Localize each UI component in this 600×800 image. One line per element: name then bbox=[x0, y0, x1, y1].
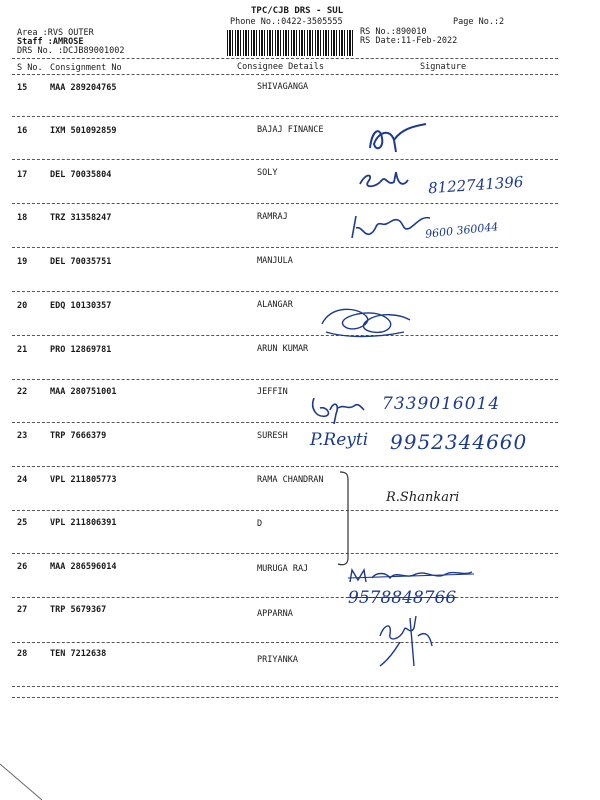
row-consignment: DEL 70035804 bbox=[50, 170, 112, 180]
row-consignee: SURESH bbox=[257, 431, 288, 441]
signature-row-17 bbox=[356, 168, 416, 192]
row-divider bbox=[12, 466, 558, 467]
footer-divider bbox=[12, 697, 558, 698]
row-divider bbox=[12, 335, 558, 336]
row-sno: 19 bbox=[17, 257, 28, 267]
row-sno: 15 bbox=[17, 83, 28, 93]
row-consignment: VPL 211805773 bbox=[50, 475, 117, 485]
row-sno: 21 bbox=[17, 345, 28, 355]
row-divider bbox=[12, 510, 558, 511]
row-consignee: JEFFIN bbox=[257, 387, 288, 397]
row-consignment: TEN 7212638 bbox=[50, 649, 107, 659]
rs-date: RS Date:11-Feb-2022 bbox=[360, 36, 458, 46]
row-consignment: IXM 501092859 bbox=[50, 126, 117, 136]
row-consignee: ALANGAR bbox=[257, 300, 293, 310]
document-title: TPC/CJB DRS - SUL bbox=[251, 6, 344, 16]
row-consignee: ARUN KUMAR bbox=[257, 344, 309, 354]
row-divider bbox=[12, 422, 558, 423]
row-consignment: VPL 211806391 bbox=[50, 518, 117, 528]
bracket-mark bbox=[336, 470, 360, 570]
row-divider bbox=[12, 116, 558, 117]
row-consignment: MAA 286596014 bbox=[50, 562, 117, 572]
page-number: Page No.:2 bbox=[453, 17, 505, 27]
barcode bbox=[227, 30, 353, 56]
column-consignee: Consignee Details bbox=[237, 62, 324, 72]
row-consignee: APPARNA bbox=[257, 609, 293, 619]
row-sno: 28 bbox=[17, 649, 28, 659]
header-divider-bottom bbox=[12, 74, 558, 75]
row-divider bbox=[12, 553, 558, 554]
signature-row-27 bbox=[370, 606, 440, 670]
area: Area :RVS OUTER bbox=[17, 28, 94, 38]
handwritten-phone-row-23: 9952344660 bbox=[390, 430, 528, 454]
row-consignee: SHIVAGANGA bbox=[257, 82, 309, 92]
row-sno: 23 bbox=[17, 431, 28, 441]
staff: Staff :AMROSE bbox=[17, 37, 84, 47]
row-divider bbox=[12, 203, 558, 204]
row-consignee: BAJAJ FINANCE bbox=[257, 125, 324, 135]
handwritten-phone-row-18: 9600 360044 bbox=[424, 220, 499, 241]
row-consignment: DEL 70035751 bbox=[50, 257, 112, 267]
row-sno: 20 bbox=[17, 301, 28, 311]
row-consignment: MAA 289204765 bbox=[50, 83, 117, 93]
row-consignee: PRIYANKA bbox=[257, 655, 298, 665]
row-sno: 25 bbox=[17, 518, 28, 528]
row-consignee: SOLY bbox=[257, 168, 278, 178]
page-fold-corner bbox=[0, 760, 60, 800]
row-consignment: TRZ 31358247 bbox=[50, 213, 112, 223]
handwritten-phone-row-17: 8122741396 bbox=[427, 172, 524, 198]
column-sno: S No. bbox=[17, 63, 43, 73]
row-divider bbox=[12, 597, 558, 598]
row-sno: 22 bbox=[17, 387, 28, 397]
signature-row-22 bbox=[308, 390, 368, 426]
row-consignee: MANJULA bbox=[257, 256, 293, 266]
row-sno: 27 bbox=[17, 605, 28, 615]
row-divider bbox=[12, 642, 558, 643]
row-consignment: EDQ 10130357 bbox=[50, 301, 112, 311]
handwritten-name-row-24: R.Shankari bbox=[386, 490, 460, 505]
handwritten-name-row-23: P.Reyti bbox=[310, 430, 369, 450]
row-consignment: PRO 12869781 bbox=[50, 345, 112, 355]
row-sno: 16 bbox=[17, 126, 28, 136]
row-divider bbox=[12, 247, 558, 248]
rs-number: RS No.:890010 bbox=[360, 27, 427, 37]
row-consignment: TRP 5679367 bbox=[50, 605, 107, 615]
handwritten-phone-row-26: 9578848766 bbox=[348, 588, 457, 608]
row-divider bbox=[12, 291, 558, 292]
column-consignment: Consignment No bbox=[50, 63, 122, 73]
row-sno: 26 bbox=[17, 562, 28, 572]
row-consignment: TRP 7666379 bbox=[50, 431, 107, 441]
row-sno: 24 bbox=[17, 475, 28, 485]
row-divider bbox=[12, 159, 558, 160]
handwritten-phone-row-22: 7339016014 bbox=[382, 394, 501, 414]
column-signature: Signature bbox=[420, 62, 467, 72]
row-consignee: RAMRAJ bbox=[257, 212, 288, 222]
row-consignee: MURUGA RAJ bbox=[257, 564, 309, 574]
row-consignment: MAA 280751001 bbox=[50, 387, 117, 397]
signature-row-26 bbox=[346, 566, 476, 586]
signature-row-18 bbox=[348, 208, 438, 244]
drs-number: DRS No. :DCJB89001002 bbox=[17, 46, 125, 56]
row-consignee: RAMA CHANDRAN bbox=[257, 475, 324, 485]
header-divider-top bbox=[12, 58, 558, 59]
row-sno: 17 bbox=[17, 170, 28, 180]
row-divider bbox=[12, 686, 558, 687]
phone-number: Phone No.:0422-3505555 bbox=[230, 17, 343, 27]
row-sno: 18 bbox=[17, 213, 28, 223]
signature-row-16 bbox=[360, 118, 440, 158]
signature-row-20 bbox=[316, 302, 416, 342]
row-divider bbox=[12, 379, 558, 380]
row-consignee: D bbox=[257, 519, 263, 529]
